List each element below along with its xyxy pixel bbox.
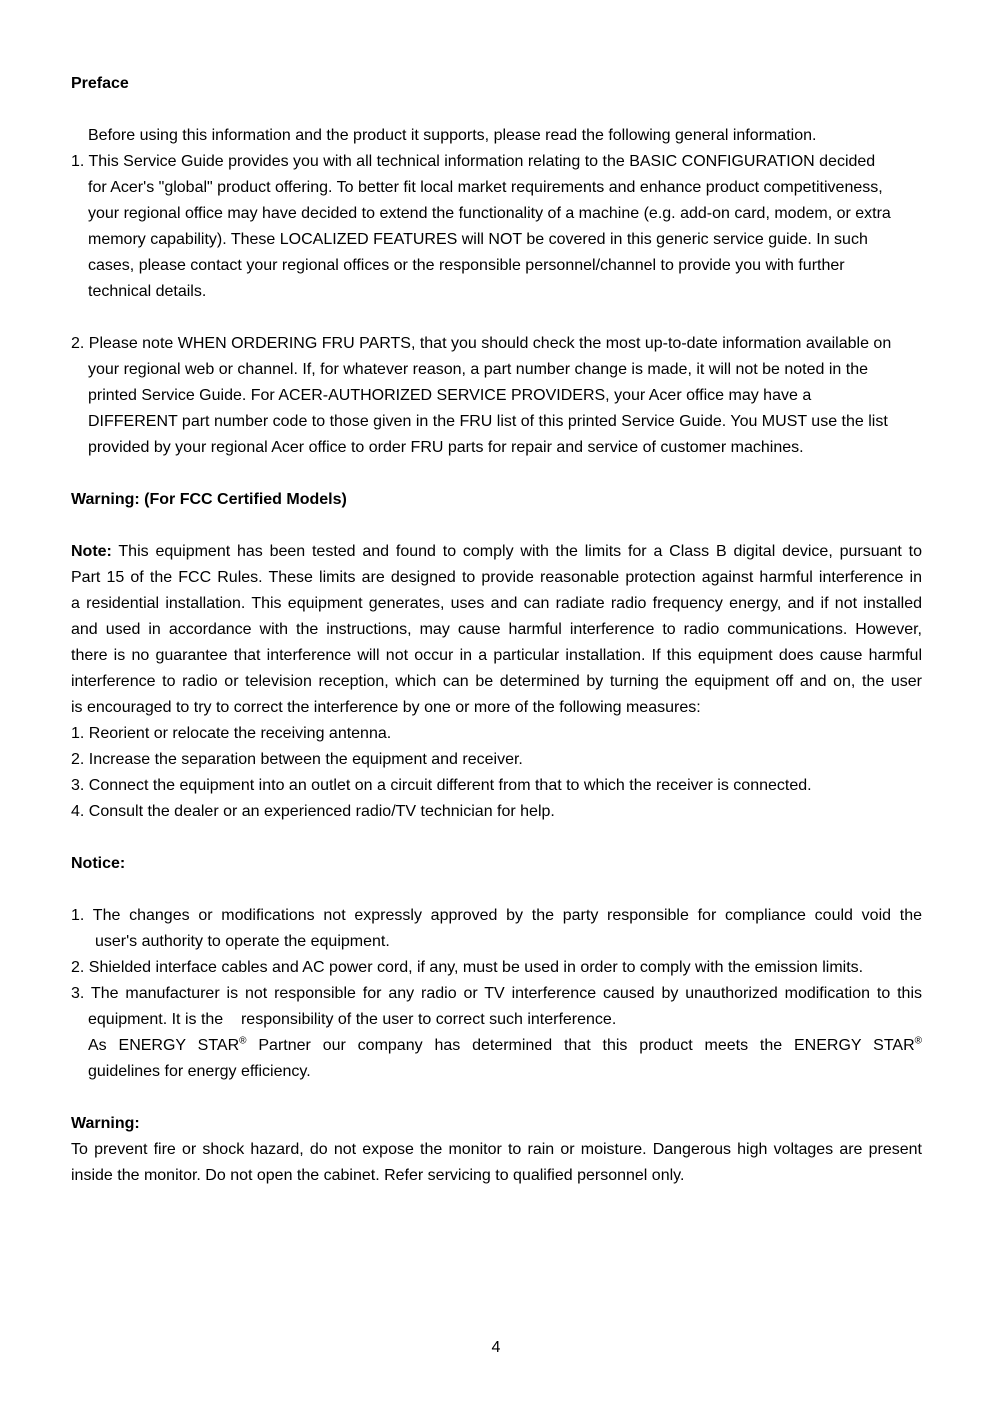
fcc-measure-item: 3. Connect the equipment into an outlet on a circuit different from that to which the receiver is connected. [71,777,812,794]
notice-item3-line: 3. The manufacturer is not responsible for any radio or TV interference caused by unauthorized modification to this [71,985,922,1002]
preface-item1-line: memory capability). These LOCALIZED FEATURES will NOT be covered in this generic service guide. In such [88,231,868,248]
preface-item2-line: DIFFERENT part number code to those given in the FRU list of this printed Service Guide. You MUST use the list [88,413,888,430]
fcc-note-line: is encouraged to try to correct the interference by one or more of the following measures: [71,699,701,716]
energy-star-text-b: Partner our company has determined that this product meets the ENERGY STAR [246,1037,915,1054]
energy-star-line: guidelines for energy efficiency. [88,1063,311,1080]
warning-line: inside the monitor. Do not open the cabinet. Refer servicing to qualified personnel only. [71,1167,685,1184]
notice-item1-line: 1. The changes or modifications not expressly approved by the party responsible for compliance could void the [71,907,922,924]
fcc-measure-item: 2. Increase the separation between the equipment and receiver. [71,751,523,768]
fcc-note-line: a residential installation. This equipment generates, uses and can radiate radio frequency energy, and if not installed [71,595,922,612]
energy-star-text-a: As ENERGY STAR [88,1037,240,1054]
fcc-warning-heading: Warning: (For FCC Certified Models) [71,491,347,508]
preface-item1-line: cases, please contact your regional offices or the responsible personnel/channel to provide you with further [88,257,845,274]
preface-item2-line: 2. Please note WHEN ORDERING FRU PARTS, that you should check the most up-to-date information available on [71,335,892,352]
warning-heading: Warning: [71,1115,140,1132]
preface-item1-line: your regional office may have decided to extend the functionality of a machine (e.g. add-on card, modem, or extra [88,205,891,222]
notice-item2: 2. Shielded interface cables and AC power cord, if any, must be used in order to comply with the emission limits. [71,959,864,976]
preface-item1-line: technical details. [88,283,207,300]
page-number: 4 [491,1339,501,1356]
preface-heading: Preface [71,75,129,92]
notice-heading: Notice: [71,855,126,872]
notice-item3-line: equipment. It is the responsibility of the user to correct such interference. [88,1011,617,1028]
energy-star-line [88,1033,922,1059]
registered-mark-icon: ® [914,1035,922,1047]
fcc-note-text: This equipment has been tested and found to comply with the limits for a Class B digital device, pursuant to [111,543,922,560]
warning-line: To prevent fire or shock hazard, do not expose the monitor to rain or moisture. Dangerous high voltages are present [71,1141,922,1158]
fcc-note-line: there is no guarantee that interference will not occur in a particular installation. If this equipment does cause harmful [71,647,922,664]
fcc-measure-item: 1. Reorient or relocate the receiving antenna. [71,725,392,742]
preface-item2-line: printed Service Guide. For ACER-AUTHORIZED SERVICE PROVIDERS, your Acer office may have a [88,387,812,404]
notice-item1-line: user's authority to operate the equipment. [95,933,390,950]
preface-item2-line: provided by your regional Acer office to order FRU parts for repair and service of customer machines. [88,439,804,456]
fcc-note-line [71,539,922,565]
registered-mark-icon: ® [239,1035,247,1047]
preface-item2-line: your regional web or channel. If, for whatever reason, a part number change is made, it will not be noted in the [88,361,868,378]
fcc-note-line: and used in accordance with the instructions, may cause harmful interference to radio communications. However, [71,621,922,638]
preface-item1-line: for Acer's "global" product offering. To better fit local market requirements and enhance product competitiveness, [88,179,883,196]
fcc-note-line: interference to radio or television reception, which can be determined by turning the equipment off and on, the user [71,673,922,690]
fcc-measure-item: 4. Consult the dealer or an experienced radio/TV technician for help. [71,803,555,820]
preface-intro: Before using this information and the product it supports, please read the following general information. [88,127,817,144]
preface-item1-line: 1. This Service Guide provides you with all technical information relating to the BASIC CONFIGURATION decided [71,153,876,170]
fcc-note-label: Note: [71,543,112,560]
fcc-note-line: Part 15 of the FCC Rules. These limits are designed to provide reasonable protection against harmful interference in [71,569,922,586]
